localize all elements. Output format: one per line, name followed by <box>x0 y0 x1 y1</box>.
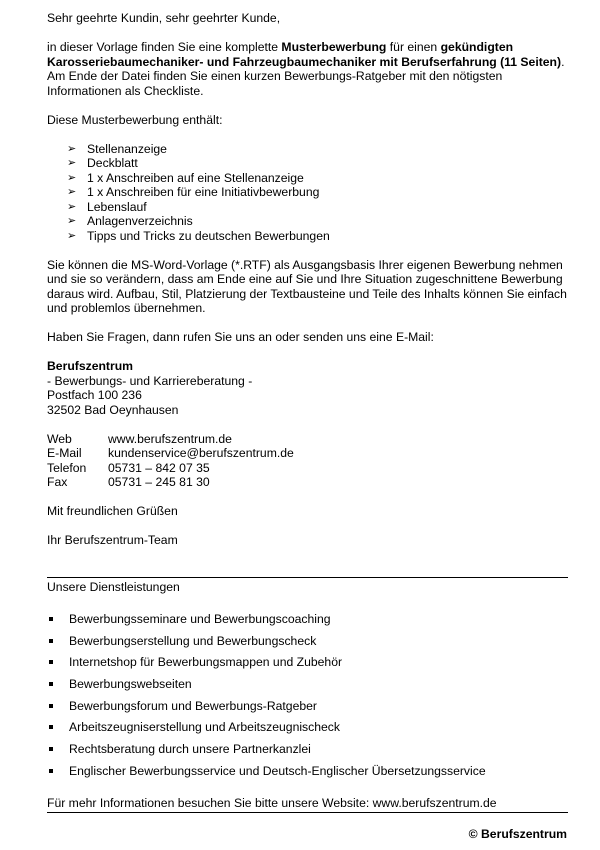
square-bullet-icon <box>49 660 53 664</box>
contact-label: Telefon <box>47 460 87 475</box>
service-label: Bewerbungswebseiten <box>69 676 192 691</box>
contents-heading: Diese Musterbewerbung enthält: <box>47 112 223 127</box>
more-info-text: Für mehr Informationen besuchen Sie bitte unsere Website: www.berufszentrum.de <box>47 796 497 810</box>
service-label: Rechtsberatung durch unsere Partnerkanzlei <box>69 741 311 756</box>
square-bullet-icon <box>49 639 53 643</box>
square-bullet-icon <box>49 682 53 686</box>
list-item-label: 1 x Anschreiben für eine Initiativbewerbung <box>87 185 320 199</box>
address-line: - Bewerbungs- und Karriereberatung - <box>47 373 253 388</box>
contact-row <box>47 475 294 490</box>
company-name <box>47 359 568 374</box>
service-label: Arbeitszeugniserstellung und Arbeitszeugnischeck <box>69 720 340 735</box>
service-label: Internetshop für Bewerbungsmappen und Zubehör <box>69 655 343 670</box>
list-item-label: 1 x Anschreiben auf eine Stellenanzeige <box>87 170 304 185</box>
divider-top <box>47 577 568 578</box>
service-label: Englischer Bewerbungsservice und Deutsch-Englischer Übersetzungsservice <box>69 763 486 778</box>
list-item <box>47 695 568 717</box>
contact-row <box>47 461 294 476</box>
square-bullet-icon <box>49 617 53 621</box>
list-item <box>47 651 568 673</box>
list-item <box>47 738 568 760</box>
list-item <box>47 760 568 782</box>
arrow-bullet-icon: ➢ <box>67 142 77 155</box>
list-item <box>67 171 568 186</box>
usage-paragraph: Sie können die MS-Word-Vorlage (*.RTF) als Ausgangsbasis Ihrer eigenen Bewerbung nehmen und sie so verändern, dass am Ende eine auf Sie und Ihre Situation zugeschnittene Bewerbung daraus wird. Aufbau, Stil, Platzierung der Textbausteine und Teile des Inhalts können Sie einfach und problemlos übernehmen. <box>47 257 567 315</box>
contact-row <box>47 432 294 447</box>
contents-list <box>47 142 568 244</box>
intro-text-2: für einen <box>386 40 441 54</box>
list-item <box>47 608 568 630</box>
intro-bold-1: Musterbewerbung <box>281 40 387 54</box>
questions-paragraph: Haben Sie Fragen, dann rufen Sie uns an oder senden uns eine E-Mail: <box>47 330 434 344</box>
arrow-bullet-icon: ➢ <box>67 200 77 213</box>
signature: Ihr Berufszentrum-Team <box>47 533 178 547</box>
list-item <box>47 716 568 738</box>
square-bullet-icon <box>49 725 53 729</box>
list-item <box>67 185 568 200</box>
intro-text-1: in dieser Vorlage finden Sie eine komplette <box>47 40 282 54</box>
letter-body <box>47 11 568 548</box>
contact-table <box>47 432 294 490</box>
arrow-bullet-icon: ➢ <box>67 215 77 227</box>
greeting: Sehr geehrte Kundin, sehr geehrter Kunde, <box>47 11 281 25</box>
divider-bottom <box>47 812 568 813</box>
list-item <box>47 630 568 652</box>
square-bullet-icon <box>49 769 53 773</box>
list-item <box>67 214 568 229</box>
arrow-bullet-icon: ➢ <box>67 186 77 198</box>
list-item-label: Stellenanzeige <box>87 141 167 156</box>
contact-row <box>47 446 294 461</box>
list-item <box>47 673 568 695</box>
arrow-bullet-icon: ➢ <box>67 157 77 169</box>
contact-value: 05731 – 842 07 35 <box>108 460 210 475</box>
service-label: Bewerbungsseminare und Bewerbungscoaching <box>69 611 331 626</box>
square-bullet-icon <box>49 704 53 708</box>
list-item <box>67 156 568 171</box>
closing: Mit freundlichen Grüßen <box>47 504 178 518</box>
contact-value: kundenservice@berufszentrum.de <box>108 446 294 460</box>
contact-label: Web <box>47 431 72 446</box>
contact-value: www.berufszentrum.de <box>108 431 232 446</box>
address-line: Postfach 100 236 <box>47 388 142 402</box>
intro-text-3: . Am Ende der Datei finden Sie einen kurzen Bewerbungs-Ratgeber mit den nötigsten Informationen als Checkliste. <box>47 54 565 98</box>
contact-label: E-Mail <box>47 446 82 460</box>
address-line: 32502 Bad Oeynhausen <box>47 402 179 417</box>
copyright: © Berufszentrum <box>468 827 567 841</box>
arrow-bullet-icon: ➢ <box>67 229 77 242</box>
contact-label: Fax <box>47 475 68 489</box>
square-bullet-icon <box>49 747 53 751</box>
list-item <box>67 142 568 157</box>
arrow-bullet-icon: ➢ <box>67 171 77 184</box>
services-title: Unsere Dienstleistungen <box>47 580 180 594</box>
list-item <box>67 200 568 215</box>
service-label: Bewerbungserstellung und Bewerbungscheck <box>69 633 317 648</box>
services-list <box>47 608 568 782</box>
contact-value: 05731 – 245 81 30 <box>108 475 210 489</box>
list-item <box>67 229 568 244</box>
list-item-label: Lebenslauf <box>87 199 147 214</box>
service-label: Bewerbungsforum und Bewerbungs-Ratgeber <box>69 698 317 713</box>
company-name-text: Berufszentrum <box>47 359 134 373</box>
list-item-label: Deckblatt <box>87 156 138 170</box>
list-item-label: Anlagenverzeichnis <box>87 214 193 228</box>
intro-bold-2: gekündigten Karosseriebaumechaniker- und Fahrzeugbaumechaniker mit Berufserfahrung (11 Seiten) <box>47 40 562 69</box>
list-item-label: Tipps und Tricks zu deutschen Bewerbungen <box>87 228 330 243</box>
intro-paragraph <box>47 40 568 98</box>
